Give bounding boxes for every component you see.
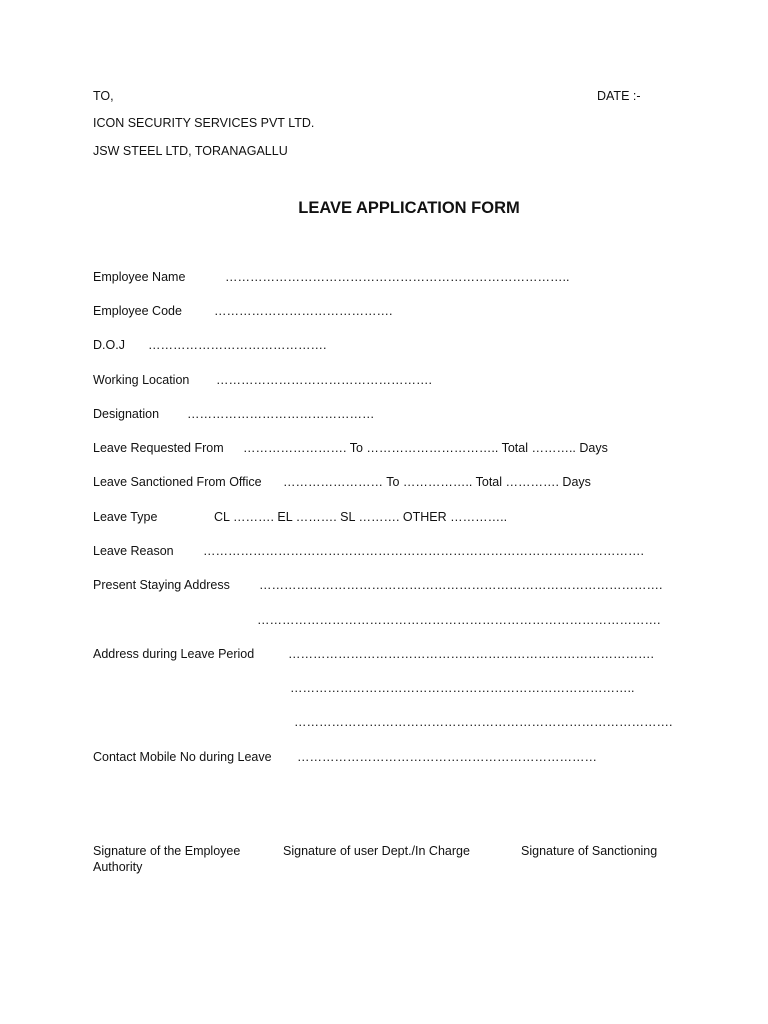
leave-address-field-1[interactable]: ……………………………………………………………………………. [288,647,654,661]
leave-requested-label: Leave Requested From [93,441,224,455]
employee-name-label: Employee Name [93,270,186,284]
leave-requested-field[interactable]: ……………………. To ………………………….. Total ……….. Days [243,441,608,455]
doj-label: D.O.J [93,338,125,352]
leave-reason-field[interactable]: ……………………………………………………………………………………………. [203,544,644,558]
present-address-label: Present Staying Address [93,578,230,592]
working-location-label: Working Location [93,373,190,387]
contact-mobile-field[interactable]: ……………………………………………………………… [297,750,597,764]
employee-code-field[interactable]: ……………………………………. [214,304,393,318]
to-label: TO, [93,89,114,103]
leave-sanctioned-label: Leave Sanctioned From Office [93,475,262,489]
leave-type-field[interactable]: CL ………. EL ………. SL ………. OTHER ………….. [214,510,508,524]
company-name: ICON SECURITY SERVICES PVT LTD. [93,116,315,130]
employee-name-field[interactable]: ……………………………………………………………………….. [225,270,570,284]
leave-address-field-3[interactable]: ………………………………………………………………………………. [294,715,673,729]
leave-address-field-2[interactable]: ……………………………………………………………………….. [290,681,635,695]
designation-field[interactable]: ……………………………………… [187,407,375,421]
leave-sanctioned-field[interactable]: …………………… To …………….. Total …………. Days [283,475,591,489]
working-location-field[interactable]: ……………………………………………. [216,373,432,387]
designation-label: Designation [93,407,160,421]
leave-address-label: Address during Leave Period [93,647,255,661]
employee-code-label: Employee Code [93,304,182,318]
signature-employee: Signature of the Employee [93,844,241,858]
signature-sanctioning: Signature of Sanctioning [521,844,658,858]
leave-type-label: Leave Type [93,510,158,524]
present-address-field-2[interactable]: ……………………………………………………………………………………. [257,613,661,627]
leave-reason-label: Leave Reason [93,544,174,558]
site-name: JSW STEEL LTD, TORANAGALLU [93,144,288,158]
form-title: LEAVE APPLICATION FORM [298,199,520,217]
signature-authority: Authority [93,860,143,874]
doj-field[interactable]: ……………………………………. [148,338,327,352]
present-address-field-1[interactable]: ……………………………………………………………………………………. [259,578,663,592]
signature-dept: Signature of user Dept./In Charge [283,844,470,858]
date-label: DATE :- [597,89,641,103]
contact-mobile-label: Contact Mobile No during Leave [93,750,272,764]
